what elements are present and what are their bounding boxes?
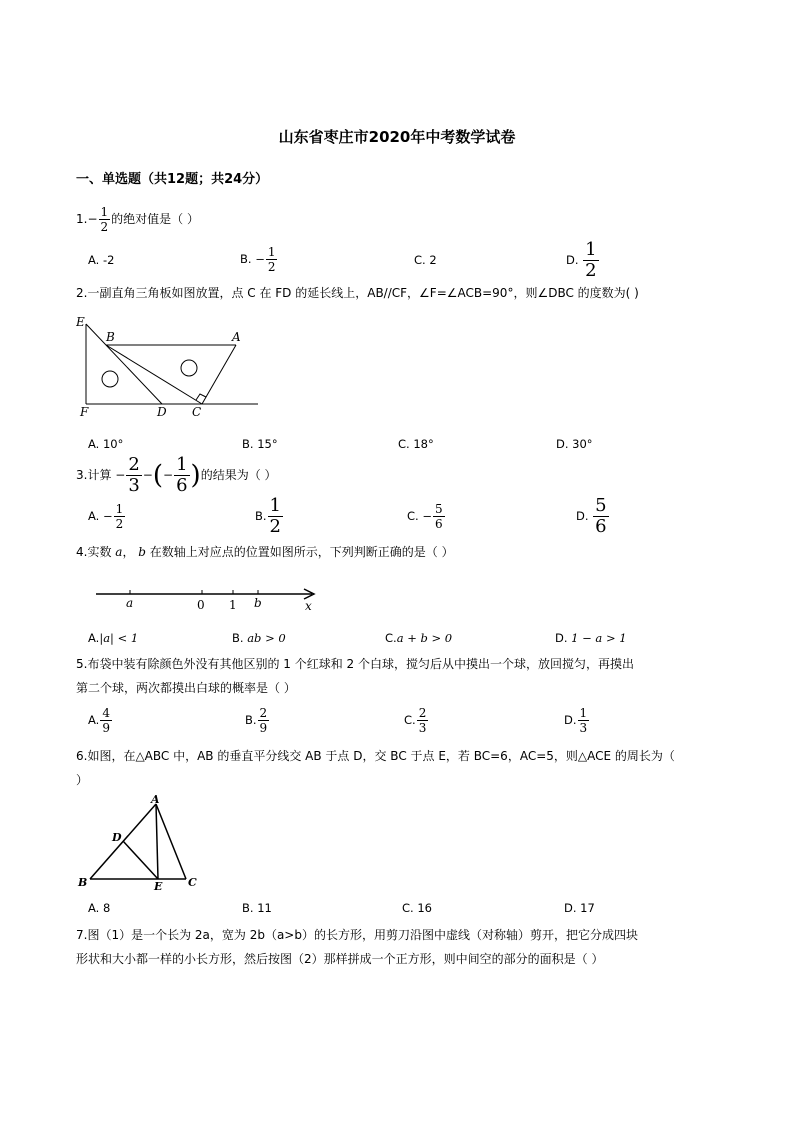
label-a: A: [151, 793, 160, 806]
q6-option-c: C. 16: [402, 901, 432, 915]
axis-label-1: 1: [229, 598, 237, 612]
label-f: F: [80, 405, 89, 419]
axis-label-x: x: [305, 599, 312, 613]
label-d: D: [157, 405, 167, 419]
question-6-line-1: 6.如图，在△ABC 中，AB 的垂直平分线交 AB 于点 D，交 BC 于点 E，若 BC=6，AC=5，则△ACE 的周长为（: [76, 749, 675, 763]
q1-option-c: C. 2: [414, 253, 437, 267]
q6-triangle-figure: [76, 792, 206, 892]
q2-triangle-figure: [76, 312, 266, 422]
q1-neg: −: [87, 212, 98, 226]
question-2: 2.一副直角三角板如图放置，点 C 在 FD 的延长线上，AB//CF，∠F=∠ACB=90°，则∠DBC 的度数为( ): [76, 286, 639, 300]
q3-option-c: C. − $\frac{5}{6}$: [407, 502, 443, 531]
q5-option-a: A. $\frac{4}{9}$: [88, 706, 110, 735]
label-c: C: [188, 876, 197, 889]
question-1: [76, 206, 199, 233]
q4-option-a: A.|a| < 1: [88, 631, 139, 645]
question-7-line-1: 7.图（1）是一个长为 2a，宽为 2b（a>b）的长方形，用剪刀沿图中虚线（对称轴）剪开，把它分成四块: [76, 928, 638, 942]
label-e: E: [154, 880, 163, 892]
q3-option-b: B. $\frac{1}{2}$: [255, 495, 281, 537]
axis-label-a: a: [126, 596, 134, 610]
question-5-line-2: 第二个球，两次都摸出白球的概率是（ ）: [76, 681, 296, 695]
label-e: E: [76, 315, 85, 329]
axis-label-b: b: [254, 596, 262, 610]
q2-option-d: D. 30°: [556, 437, 593, 451]
q1-option-d: D. $\frac{1}{2}$: [566, 239, 597, 281]
q5-option-b: B. $\frac{2}{9}$: [245, 706, 268, 735]
label-d: D: [112, 831, 122, 844]
label-a: A: [232, 330, 241, 344]
q1-stem-text: 的绝对值是（ ）: [111, 212, 199, 226]
question-5-line-1: 5.布袋中装有除颜色外没有其他区别的 1 个红球和 2 个白球，搅匀后从中摸出一个球，放回搅匀，再摸出: [76, 657, 634, 671]
q1-number: 1.: [76, 212, 88, 226]
question-4: 4.实数 a， b 在数轴上对应点的位置如图所示，下列判断正确的是（ ）: [76, 545, 454, 559]
q2-option-b: B. 15°: [242, 437, 278, 451]
section-heading: 一、单选题（共12题；共24分）: [76, 172, 269, 187]
q3-fraction-1: $\frac{2}{3}$: [128, 454, 140, 496]
q5-option-c: C. $\frac{2}{3}$: [404, 706, 427, 735]
q3-fraction-2: $\frac{1}{6}$: [176, 454, 188, 496]
question-7-line-2: 形状和大小都一样的小长方形，然后按图（2）那样拼成一个正方形，则中间空的部分的面积是（ ）: [76, 952, 604, 966]
q1-option-a: A. -2: [88, 253, 115, 267]
q3-option-d: D. $\frac{5}{6}$: [576, 495, 607, 537]
q3-option-a: A. − $\frac{1}{2}$: [88, 502, 124, 531]
q1-fraction: $\frac{1}{2}$: [100, 205, 109, 234]
q6-option-d: D. 17: [564, 901, 595, 915]
question-6-line-2: ）: [76, 773, 89, 787]
q6-option-a: A. 8: [88, 901, 111, 915]
q4-number-line: [90, 583, 320, 613]
label-c: C: [192, 405, 202, 419]
question-3: 3.计算 − $\frac{2}{3}$ −(− $\frac{1}{6}$ )的结果为（ ）: [76, 454, 277, 496]
label-b: B: [106, 330, 115, 344]
q2-option-a: A. 10°: [88, 437, 124, 451]
axis-label-0: 0: [197, 598, 205, 612]
q4-option-d: D. 1 − a > 1: [555, 631, 627, 645]
page-title: 山东省枣庄市2020年中考数学试卷: [278, 128, 516, 146]
q5-option-d: D. $\frac{1}{3}$: [564, 706, 588, 735]
label-b: B: [78, 876, 88, 889]
q1-option-b: B. − $\frac{1}{2}$: [240, 245, 276, 274]
q4-option-b: B. ab > 0: [232, 631, 286, 645]
q4-option-c: C.a + b > 0: [385, 631, 453, 645]
q6-option-b: B. 11: [242, 901, 272, 915]
q2-option-c: C. 18°: [398, 437, 434, 451]
